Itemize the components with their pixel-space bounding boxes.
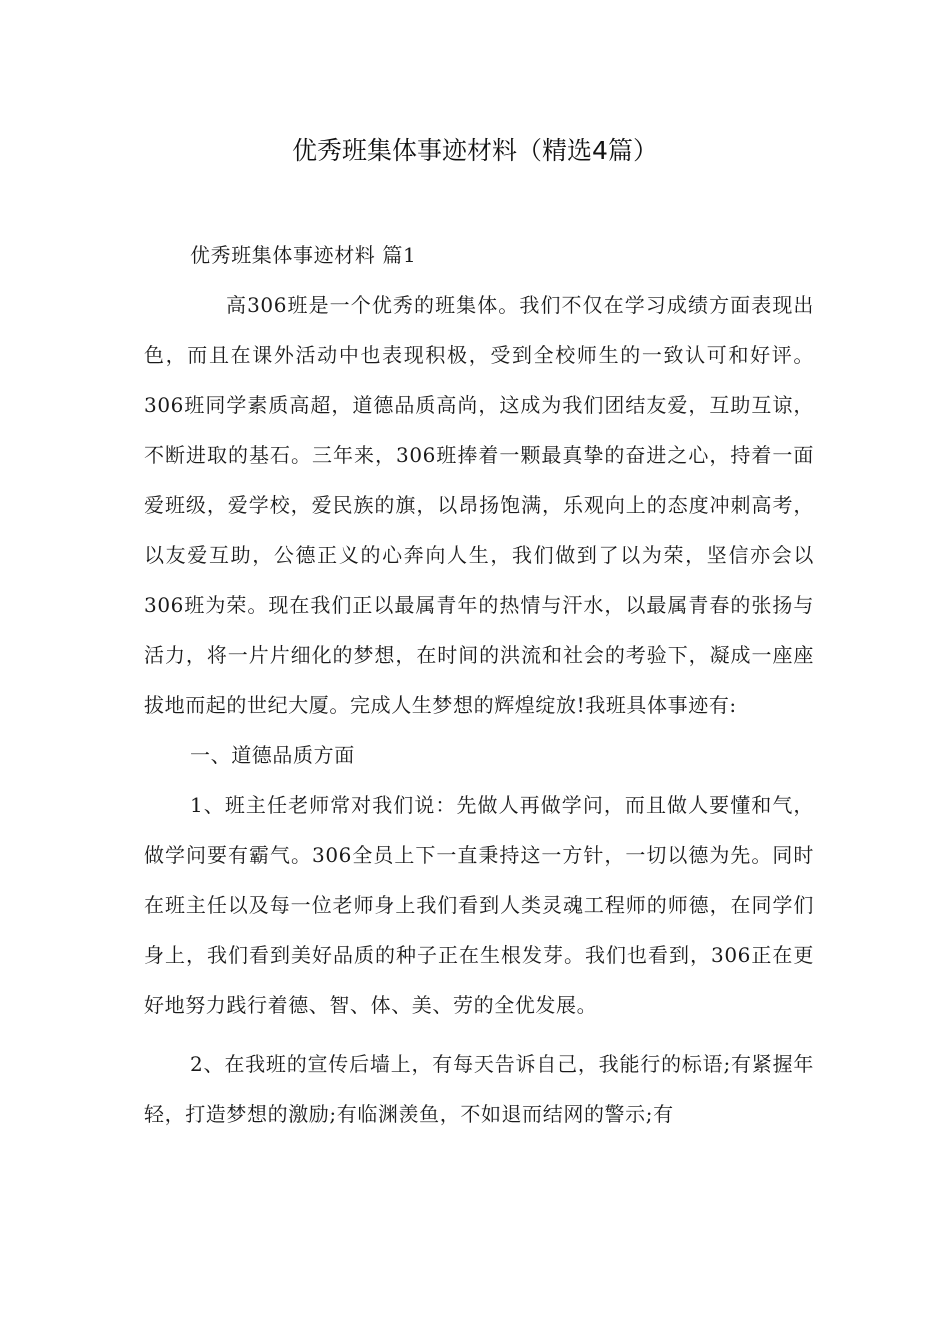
- paragraph-item-2: 2、在我班的宣传后墙上，有每天告诉自己，我能行的标语;有紧握年轻，打造梦想的激励;有临渊羡鱼，不如退而结网的警示;有: [144, 1052, 814, 1126]
- paragraph-intro: 高306班是一个优秀的班集体。我们不仅在学习成绩方面表现出色，而且在课外活动中也表现积极，受到全校师生的一致认可和好评。306班同学素质高超，道德品质高尚，这成为我们团结友爱，互助互谅，不断进取的基石。三年来，306班捧着一颗最真挚的奋进之心，持着一面爱班级，爱学校，爱民族的旗，以昂扬饱满，乐观向上的态度冲刺高考，以友爱互助，公德正义的心奔向人生，我们做到了以为荣，坚信亦会以306班为荣。现在我们正以最属青年的热情与汗水，以最属青春的张扬与活力，将一片片细化的梦想，在时间的洪流和社会的考验下，凝成一座座拔地而起的世纪大厦。完成人生梦想的辉煌绽放!我班具体事迹有:: [144, 293, 814, 717]
- paragraph-item-1: 1、班主任老师常对我们说：先做人再做学问，而且做人要懂和气，做学问要有霸气。306全员上下一直秉持这一方针，一切以德为先。同时在班主任以及每一位老师身上我们看到人类灵魂工程师的师德，在同学们身上，我们看到美好品质的种子正在生根发芽。我们也看到，306正在更好地努力践行着德、智、体、美、劳的全优发展。: [144, 793, 814, 1017]
- section-heading: 优秀班集体事迹材料 篇1: [190, 243, 417, 267]
- document-title: 优秀班集体事迹材料（精选4篇）: [292, 136, 658, 165]
- document-body: [144, 230, 814, 1139]
- subheading-moral-quality: 一、道德品质方面: [190, 743, 355, 767]
